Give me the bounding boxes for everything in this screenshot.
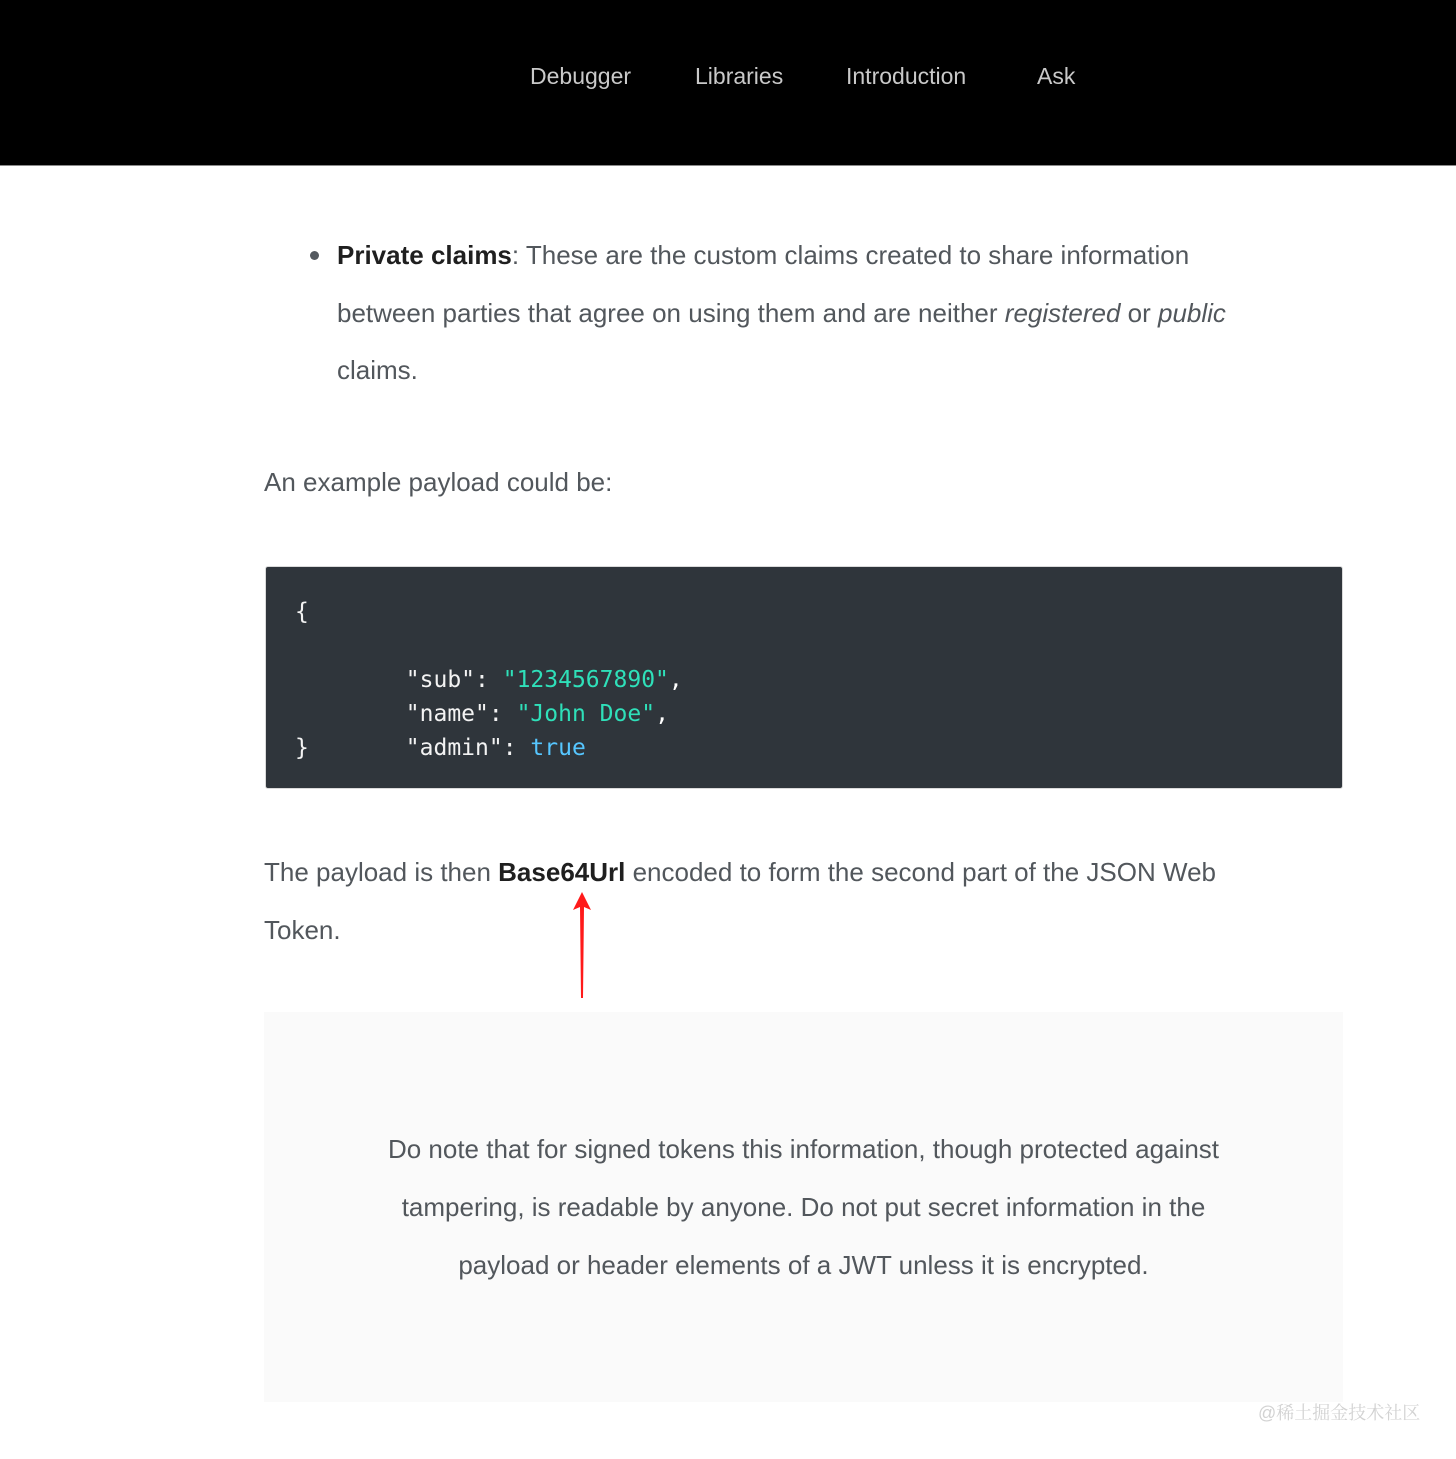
- encoding-text-after: encoded to form the second part of the JSON Web: [625, 857, 1216, 887]
- security-note-callout: [264, 1012, 1343, 1402]
- security-note-line-3: payload or header elements of a JWT unless it is encrypted.: [458, 1250, 1149, 1280]
- example-payload-intro: An example payload could be:: [264, 467, 613, 497]
- code-open-brace: {: [295, 599, 309, 625]
- up-arrow-icon: [566, 892, 598, 1002]
- base64url-encoding-line-1: [264, 843, 1216, 901]
- private-claims-line-1: [337, 226, 1189, 284]
- code-name-key: "name":: [378, 701, 517, 727]
- code-sub-comma: ,: [668, 667, 683, 693]
- private-claims-line-2: [337, 284, 1226, 342]
- top-navigation-bar: [0, 0, 1456, 166]
- base64url-term: Base64Url: [498, 857, 626, 887]
- nav-debugger-link[interactable]: Debugger: [530, 63, 632, 89]
- payload-code-block[interactable]: [265, 566, 1343, 789]
- private-claims-text-part-1: : These are the custom claims created to share information: [511, 240, 1190, 270]
- code-admin-line: [295, 697, 586, 799]
- private-claims-line-3: claims.: [337, 355, 418, 385]
- code-name-value: "John Doe": [516, 701, 656, 727]
- private-claims-text-part-2: between parties that agree on using them and are neither: [337, 298, 1005, 328]
- private-claims-or-text: or: [1120, 298, 1158, 328]
- base64url-encoding-line-2: Token.: [264, 915, 341, 945]
- code-sub-key: "sub":: [378, 667, 503, 693]
- encoding-text-before: The payload is then: [264, 857, 499, 887]
- code-sub-value: "1234567890": [502, 667, 669, 693]
- nav-libraries-link[interactable]: Libraries: [695, 63, 784, 89]
- code-admin-value: true: [530, 735, 586, 761]
- code-name-comma: ,: [655, 701, 669, 727]
- security-note-line-2: tampering, is readable by anyone. Do not put secret information in the: [401, 1192, 1206, 1222]
- private-claims-heading: Private claims: [337, 240, 512, 270]
- nav-introduction-link[interactable]: Introduction: [846, 63, 967, 89]
- site-watermark: @稀土掘金技术社区: [1258, 1403, 1421, 1423]
- list-bullet: [310, 251, 319, 260]
- public-term: public: [1157, 298, 1226, 328]
- code-admin-key: "admin":: [378, 735, 531, 761]
- registered-term: registered: [1004, 298, 1121, 328]
- code-close-brace: }: [295, 735, 309, 761]
- security-note-line-1: Do note that for signed tokens this information, though protected against: [387, 1134, 1220, 1164]
- nav-ask-link[interactable]: Ask: [1037, 63, 1076, 89]
